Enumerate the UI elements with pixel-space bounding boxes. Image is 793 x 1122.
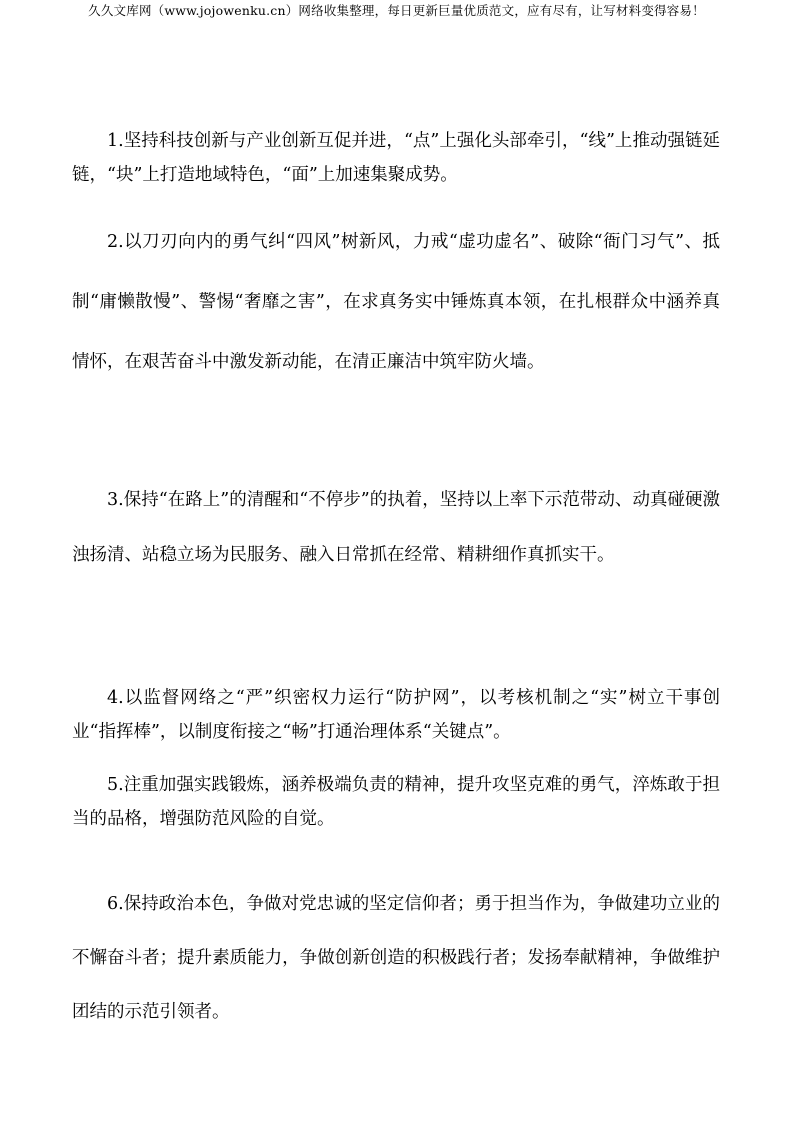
paragraph-6: 6.保持政治本色，争做对党忠诚的坚定信仰者；勇于担当作为，争做建功立业的不懈奋斗者；提升素质能力，争做创新创造的积极践行者；发扬奉献精神，争做维护团结的示范引领者。 (72, 894, 720, 1022)
page-header: 久久文库网（www.jojowenku.cn）网络收集整理，每日更新巨量优质范文，应有尽有，让写材料变得容易！ (88, 3, 705, 18)
paragraph-3: 3.保持“在路上”的清醒和“不停步”的执着，坚持以上率下示范带动、动真碰硬激浊扬清、站稳立场为民服务、融入日常抓在经常、精耕细作真抓实干。 (72, 490, 720, 565)
paragraph-1: 1.坚持科技创新与产业创新互促并进，“点”上强化头部牵引，“线”上推动强链延链，“块”上打造地域特色，“面”上加速集聚成势。 (72, 131, 720, 185)
paragraph-4: 4.以监督网络之“严”织密权力运行“防护网”，以考核机制之“实”树立干事创业“指挥棒”，以制度衔接之“畅”打通治理体系“关键点”。 (72, 688, 720, 742)
paragraph-5: 5.注重加强实践锻炼，涵养极端负责的精神，提升攻坚克难的勇气，淬炼敢于担当的品格，增强防范风险的自觉。 (72, 775, 720, 829)
paragraph-2: 2.以刀刃向内的勇气纠“四风”树新风，力戒“虚功虚名”、破除“衙门习气”、抵制“庸懒散慢”、警惕“奢靡之害”，在求真务实中锤炼真本领，在扎根群众中涵养真情怀，在艰苦奋斗中激发新动能，在清正廉洁中筑牢防火墙。 (72, 232, 720, 372)
